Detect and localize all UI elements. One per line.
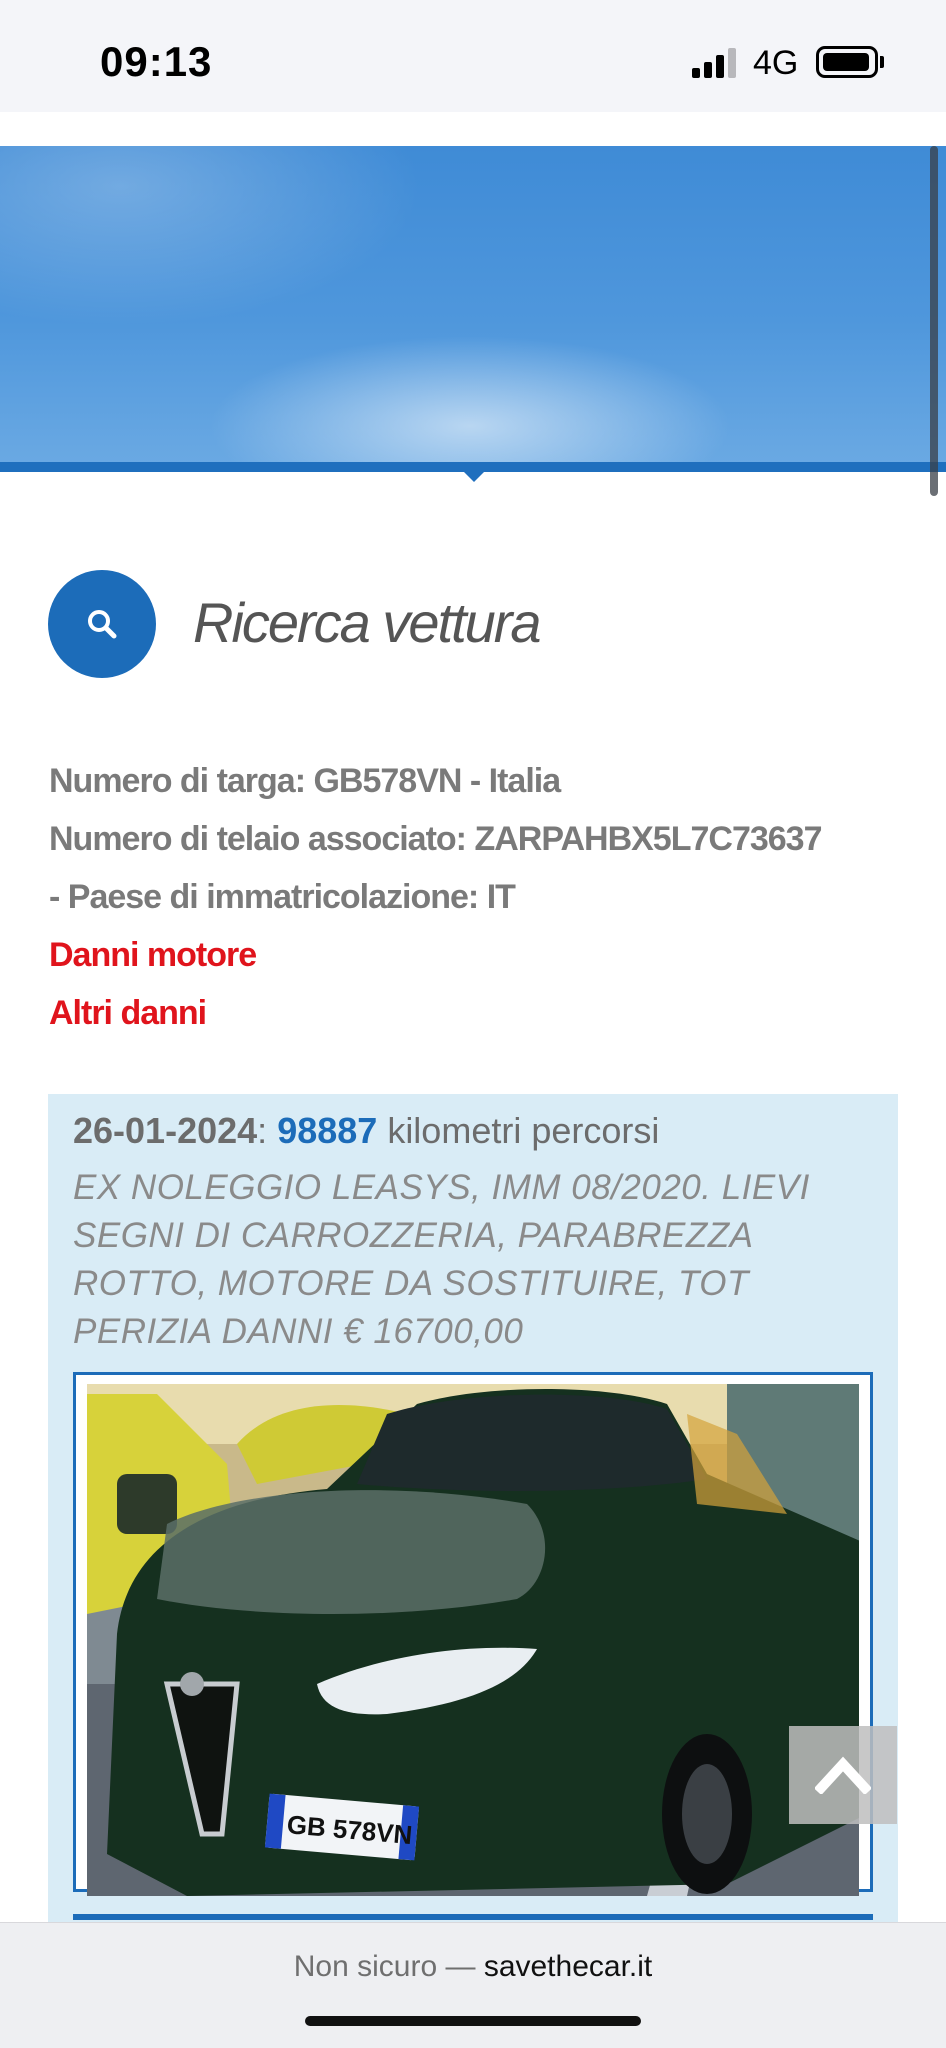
cellular-signal-icon — [692, 48, 740, 78]
browser-address-bar[interactable] — [0, 1922, 946, 2048]
battery-icon — [816, 46, 878, 78]
car-photo-illustration — [87, 1384, 859, 1896]
status-time: 09:13 — [100, 38, 213, 85]
banner-notch — [462, 470, 486, 482]
security-label: Non sicuro — — [293, 1950, 476, 1983]
network-label: 4G — [753, 44, 799, 82]
engine-damage-link[interactable]: Danni motore — [49, 936, 257, 974]
search-icon — [84, 606, 120, 642]
chevron-up-icon — [815, 1754, 871, 1794]
home-indicator[interactable] — [305, 2016, 641, 2026]
record-date: 26-01-2024 — [73, 1110, 258, 1151]
plate-number-line: Numero di targa: GB578VN - Italia — [49, 762, 561, 800]
search-button[interactable] — [48, 570, 156, 678]
chassis-number-line: Numero di telaio associato: ZARPAHBX5L7C73637 — [49, 820, 822, 858]
plate-text: GB 578VN — [285, 1809, 414, 1851]
record-km: 98887 — [277, 1110, 378, 1151]
url-domain: savethecar.it — [483, 1950, 653, 1983]
scrollbar[interactable] — [930, 146, 938, 496]
registration-country-line: - Paese di immatricolazione: IT — [49, 878, 515, 916]
next-photo-frame — [73, 1914, 873, 1920]
record-separator: : — [257, 1110, 268, 1151]
car-photo[interactable] — [87, 1384, 859, 1896]
other-damage-link[interactable]: Altri danni — [49, 994, 207, 1032]
scroll-to-top-button[interactable] — [789, 1726, 897, 1824]
sky-banner — [0, 146, 946, 464]
record-description: EX NOLEGGIO LEASYS, IMM 08/2020. LIEVI SEGNI DI CARROZZERIA, PARABREZZA ROTTO, MOTORE DA SOSTITUIRE, TOT PERIZIA DANNI € 16700,00 — [73, 1168, 810, 1351]
page-title: Ricerca vettura — [193, 591, 540, 654]
address-text[interactable] — [0, 1950, 946, 1984]
battery-tip — [880, 56, 884, 68]
record-km-label: kilometri percorsi — [387, 1110, 660, 1151]
record-header — [73, 1110, 659, 1152]
